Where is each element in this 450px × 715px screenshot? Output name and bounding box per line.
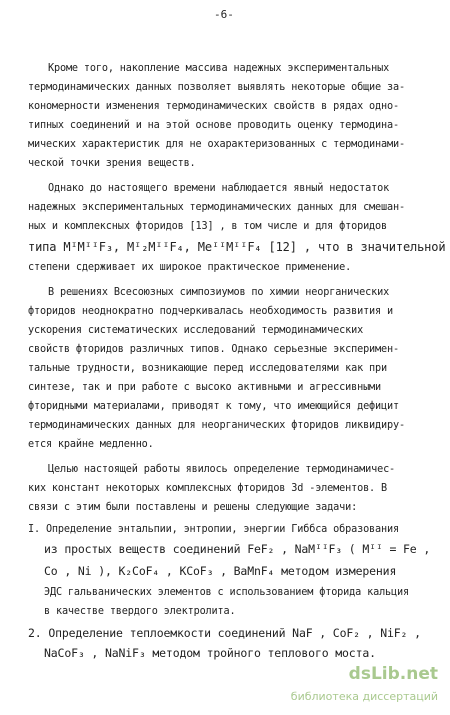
text-line-26: Co , Ni ), K₂CoF₄ , KCoF₃ , BaMnF₄ методом измерения [44,564,397,578]
watermark-name: dsLib.net [348,664,438,684]
text-line-16: тальные трудности, возникающие перед исследователями как при [28,363,388,374]
text-line-15: свойств фторидов различных типов. Однако серьезные эксперимен- [28,344,399,355]
text-line-29: 2. Определение теплоемкости соединений NaF , CoF₂ , NiF₂ , [28,626,421,640]
text-line-25: из простых веществ соединений FeF₂ , NaMᴵᴵF₃ ( Mᴵᴵ = Fe , [44,542,431,556]
text-line-23: связи с этим были поставлены и решены следующие задачи: [28,502,358,513]
text-line-1: Кроме того, накопление массива надежных экспериментальных [48,63,390,74]
text-line-10: типа MᴵMᴵᴵF₃, Mᴵ₂MᴵᴵF₄, MeᴵᴵMᴵᴵF₄ [12] , что в значительной [28,240,446,254]
text-line-13: фторидов неоднократно подчеркивалась необходимость развития и [28,306,393,317]
text-line-30: NaCoF₃ , NaNiF₃ методом тройного теплового моста. [44,646,376,660]
text-line-27: ЭДС гальванических элементов с использованием фторида кальция [44,587,409,598]
text-line-22: ких констант некоторых комплексных фторидов 3d -элементов. В [28,483,388,494]
text-line-12: В решениях Всесоюзных симпозиумов по химии неорганических [48,287,390,298]
text-line-4: типных соединений и на этой основе проводить оценку термодина- [28,120,399,131]
text-line-5: мических характеристик для не охарактеризованных с термодинами- [28,139,405,150]
watermark [286,660,446,710]
text-line-2: термодинамических данных позволяет выявлять некоторые общие за- [28,82,405,93]
text-line-28: в качестве твердого электролита. [44,606,236,617]
text-line-9: ных и комплексных фторидов [13] , в том числе и для фторидов [28,221,388,232]
text-line-6: ческой точки зрения веществ. [28,158,196,169]
text-line-19: термодинамических данных для неорганических фторидов ликвидиру- [28,420,405,431]
text-line-18: фторидными материалами, приводят к тому, что имеющийся дефицит [28,401,399,412]
text-line-14: ускорения систематических исследований термодинамических [28,325,364,336]
watermark-subtitle: библиотека диссертаций [290,690,438,703]
page-number: -6- [214,8,234,21]
text-line-17: синтезе, так и при работе с высоко активными и агрессивными [28,382,382,393]
text-line-21: Целью настоящей работы явилось определение термодинамичес- [48,464,396,475]
text-line-24: I. Определение энтальпии, энтропии, энергии Гиббса образования [28,524,399,535]
text-line-20: ется крайне медленно. [28,439,154,450]
text-line-7: Однако до настоящего времени наблюдается явный недостаток [48,183,390,194]
text-line-3: кономерности изменения термодинамических свойств в рядах одно- [28,101,399,112]
text-line-11: степени сдерживает их широкое практическое применение. [28,262,352,273]
text-line-8: надежных экспериментальных термодинамических данных для смешан- [28,202,405,213]
